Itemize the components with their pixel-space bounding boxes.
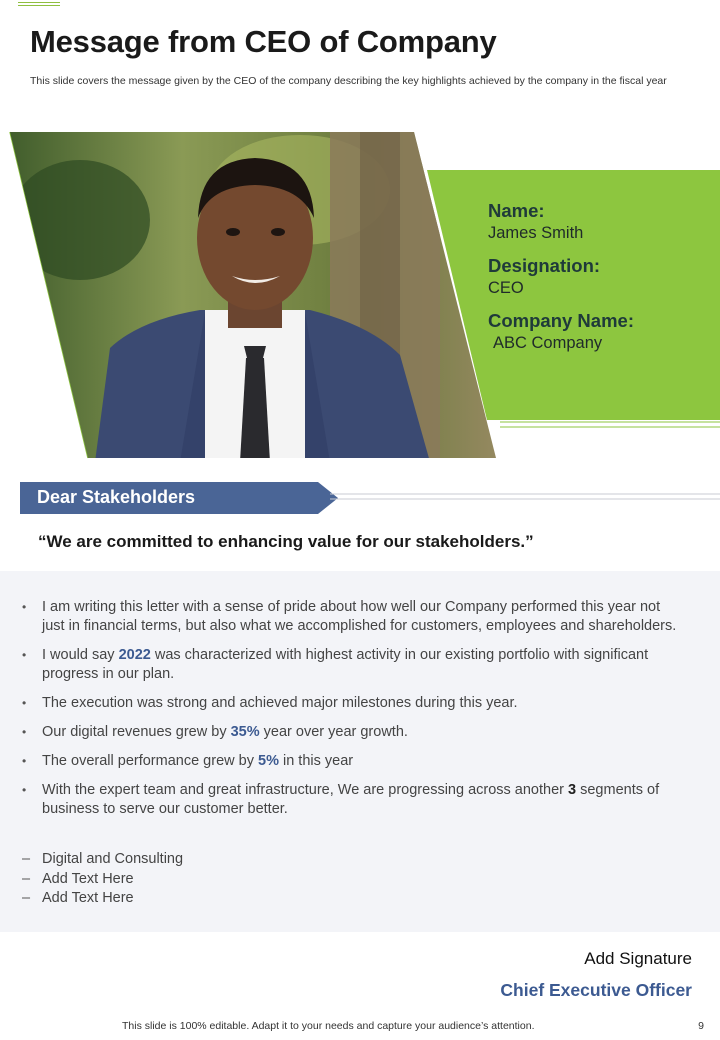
bullet-icon: • (22, 696, 27, 710)
sub-list-item (22, 889, 183, 909)
list-item-text-pre: Our digital revenues grew by (42, 724, 231, 740)
ceo-quote: “We are committed to enhancing value for our stakeholders.” (38, 532, 534, 551)
segment-sublist (22, 850, 183, 909)
signature-placeholder: Add Signature (584, 949, 692, 968)
highlight-segment-count: 3 (568, 782, 577, 798)
list-item-text-pre: I would say (42, 647, 119, 663)
bullet-icon: • (22, 783, 27, 797)
company-value: ABC Company (493, 334, 603, 352)
sub-list-item (22, 850, 183, 870)
corner-decoration (18, 2, 60, 8)
dash-icon: – (22, 890, 31, 906)
company-label: Company Name: (488, 310, 634, 331)
list-item-text-post: segments of business to serve our customer better. (42, 782, 660, 817)
list-item (22, 752, 682, 771)
signatory-role: Chief Executive Officer (500, 980, 692, 1000)
list-item-text-post: was characterized with highest activity in our existing portfolio with significant progress in our plan. (42, 647, 649, 682)
list-item-text-pre: The overall performance grew by (42, 753, 258, 769)
list-item (22, 781, 682, 819)
designation-value: CEO (488, 279, 524, 297)
list-item-text-post: in this year (278, 753, 354, 769)
page-number: 9 (698, 1020, 704, 1032)
bullet-icon: • (22, 600, 27, 614)
section-banner-title: Dear Stakeholders (37, 487, 196, 507)
list-item-text-post: year over year growth. (259, 724, 408, 740)
footer-note: This slide is 100% editable. Adapt it to your needs and capture your audience’s attention. (122, 1020, 535, 1032)
list-item (22, 723, 682, 742)
list-item-text: I am writing this letter with a sense of pride about how well our Company performed this year not just in financial terms, but also what we accomplished for customers, employees and shareholders. (42, 599, 677, 634)
sub-list-item-text: Digital and Consulting (42, 851, 184, 867)
list-item (22, 598, 682, 636)
list-item (22, 694, 682, 713)
list-item (22, 646, 682, 684)
bullet-icon: • (22, 725, 27, 739)
highlight-performance-growth: 5% (258, 753, 279, 769)
list-item-text-pre: With the expert team and great infrastructure, We are progressing across another (42, 782, 569, 798)
bullet-icon: • (22, 754, 27, 768)
page-title: Message from CEO of Company (30, 24, 497, 59)
sub-list-item (22, 870, 183, 890)
list-item-text: The execution was strong and achieved major milestones during this year. (42, 695, 518, 711)
dash-icon: – (22, 870, 31, 887)
dash-icon: – (22, 851, 31, 867)
name-label: Name: (488, 200, 545, 221)
letter-bullets (22, 598, 682, 829)
highlight-year: 2022 (118, 647, 151, 663)
ceo-info-panel (488, 200, 708, 353)
name-value: James Smith (488, 224, 584, 242)
highlight-digital-growth: 35% (230, 724, 260, 740)
sub-list-item-text: Add Text Here (42, 870, 134, 887)
page-subtitle: This slide covers the message given by the CEO of the company describing the key highlights achieved by the company in the fiscal year (30, 75, 667, 87)
sub-list-item-text: Add Text Here (42, 890, 134, 906)
bullet-icon: • (22, 648, 27, 662)
designation-label: Designation: (488, 255, 601, 276)
